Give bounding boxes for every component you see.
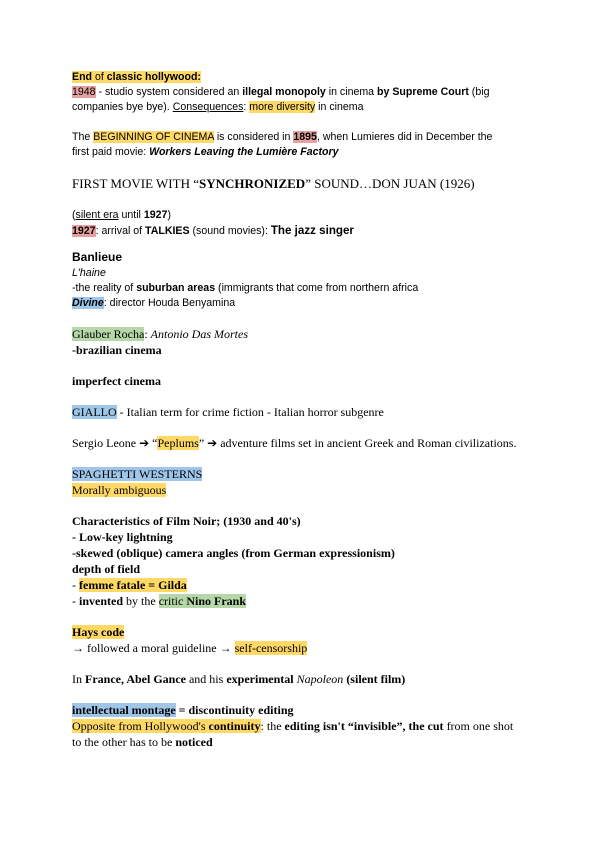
text: by the bbox=[123, 594, 159, 608]
text: invented bbox=[79, 594, 124, 608]
text: the bbox=[266, 719, 285, 733]
line: Characteristics of Film Noir; (1930 and 40's) bbox=[72, 514, 301, 528]
section-end-classic-hollywood bbox=[72, 70, 532, 115]
section-giallo bbox=[72, 404, 532, 420]
text: : bbox=[260, 719, 267, 733]
text: ) bbox=[167, 209, 171, 221]
text: from one shot bbox=[443, 719, 514, 733]
spacer bbox=[72, 656, 532, 671]
highlight: femme fatale = Gilda bbox=[79, 578, 187, 592]
section-hays-code bbox=[72, 624, 532, 656]
spacer bbox=[72, 358, 532, 373]
line bbox=[72, 281, 532, 296]
text: in cinema bbox=[315, 101, 364, 113]
section-abel-gance bbox=[72, 671, 532, 687]
line bbox=[72, 734, 532, 750]
text: by Supreme Court bbox=[377, 86, 469, 98]
section-spaghetti-westerns bbox=[72, 466, 532, 498]
year-highlight: 1927 bbox=[72, 225, 96, 237]
spacer bbox=[72, 451, 532, 466]
text: (silent film) bbox=[343, 672, 406, 686]
highlight: Divine bbox=[72, 297, 104, 309]
line bbox=[72, 130, 532, 145]
text: first paid movie: bbox=[72, 146, 150, 158]
highlight: GIALLO bbox=[72, 405, 117, 419]
line bbox=[72, 577, 532, 593]
text: Antonio Das Mortes bbox=[150, 327, 248, 341]
text: FIRST MOVIE WITH “ bbox=[72, 176, 199, 191]
highlight: critic bbox=[158, 594, 184, 608]
line: -brazilian cinema bbox=[72, 343, 162, 357]
line bbox=[72, 482, 532, 498]
text: in cinema bbox=[325, 86, 378, 98]
highlight: Glauber Rocha bbox=[72, 327, 145, 341]
section-beginning-of-cinema bbox=[72, 130, 532, 160]
text: experimental bbox=[226, 672, 294, 686]
highlight: self-censorship bbox=[234, 641, 308, 655]
text: classic hollywood: bbox=[106, 71, 201, 83]
text: - bbox=[72, 594, 79, 608]
line bbox=[72, 85, 532, 100]
text: ( bbox=[72, 209, 76, 221]
text: Workers Leaving the Lumière Factory bbox=[149, 146, 339, 158]
text: noticed bbox=[175, 735, 213, 749]
highlight: Nino Frank bbox=[186, 594, 247, 608]
line bbox=[72, 640, 532, 656]
text: 1927 bbox=[143, 209, 168, 221]
text: : bbox=[144, 327, 151, 341]
line: -skewed (oblique) camera angles (from German expressionism) bbox=[72, 546, 395, 560]
text: , when Lumieres did in December the bbox=[316, 131, 493, 143]
spacer bbox=[72, 193, 532, 208]
text: (sound movies): bbox=[189, 225, 271, 237]
highlight: Hays code bbox=[72, 625, 125, 639]
text: illegal monopoly bbox=[242, 86, 326, 98]
text: : arrival of bbox=[95, 225, 146, 237]
text: → followed a moral guideline → bbox=[72, 641, 235, 655]
text: - bbox=[72, 578, 79, 592]
text: Sergio Leone ➔ “ bbox=[72, 436, 158, 450]
line bbox=[72, 435, 532, 451]
highlight: BEGINNING OF CINEMA bbox=[93, 131, 214, 143]
text: : director Houda Benyamina bbox=[103, 297, 236, 309]
text: -the reality of bbox=[72, 282, 137, 294]
line bbox=[72, 145, 532, 160]
line bbox=[72, 718, 532, 734]
spacer bbox=[72, 687, 532, 702]
text: companies bye bye). bbox=[72, 101, 173, 113]
section-first-sync-sound bbox=[72, 175, 532, 193]
line bbox=[72, 223, 532, 239]
line bbox=[72, 404, 532, 420]
text: Consequences bbox=[172, 101, 244, 113]
text: and his bbox=[185, 672, 227, 686]
text: France, Abel Gance bbox=[85, 672, 186, 686]
highlight: SPAGHETTI WESTERNS bbox=[72, 467, 203, 481]
text: Napoleon bbox=[296, 672, 344, 686]
section-banlieue bbox=[72, 249, 532, 311]
line: L'haine bbox=[72, 267, 106, 279]
text: (immigrants that come from northern africa bbox=[215, 282, 419, 294]
section-glauber-rocha bbox=[72, 326, 532, 358]
text: is considered in bbox=[213, 131, 294, 143]
text: suburban areas bbox=[136, 282, 216, 294]
line bbox=[72, 702, 532, 718]
section-talkies bbox=[72, 208, 532, 239]
line bbox=[72, 326, 532, 342]
highlight: Opposite from Hollywood's bbox=[72, 719, 209, 733]
text: ” SOUND…DON JUAN (1926) bbox=[305, 176, 475, 191]
line bbox=[72, 466, 532, 482]
text: until bbox=[118, 209, 144, 221]
spacer bbox=[72, 498, 532, 513]
section-title: Banlieue bbox=[72, 250, 123, 264]
text: In bbox=[72, 672, 85, 686]
text: - studio system considered an bbox=[95, 86, 243, 98]
highlight: continuity bbox=[208, 719, 261, 733]
spacer bbox=[72, 160, 532, 175]
highlight: more diversity bbox=[249, 101, 316, 113]
section-sergio-leone bbox=[72, 435, 532, 451]
line bbox=[72, 208, 532, 223]
text: - Italian term for crime fiction - Italian horror subgenre bbox=[116, 405, 384, 419]
text: The jazz singer bbox=[270, 224, 354, 237]
section-intellectual-montage bbox=[72, 702, 532, 750]
section-title bbox=[72, 70, 532, 85]
line bbox=[72, 175, 532, 193]
text: silent era bbox=[75, 209, 119, 221]
spacer bbox=[72, 389, 532, 404]
text: The bbox=[72, 131, 94, 143]
highlight: Morally ambiguous bbox=[72, 483, 167, 497]
text: of bbox=[92, 71, 107, 83]
line: depth of field bbox=[72, 562, 141, 576]
line bbox=[72, 593, 532, 609]
year-highlight: 1948 bbox=[72, 86, 96, 98]
line bbox=[72, 671, 532, 687]
text: TALKIES bbox=[145, 225, 190, 237]
text: SYNCHRONIZED bbox=[199, 176, 306, 191]
highlight: End bbox=[72, 71, 93, 83]
section-film-noir bbox=[72, 513, 532, 609]
document-page bbox=[72, 70, 532, 750]
spacer bbox=[72, 115, 532, 130]
spacer bbox=[72, 239, 532, 249]
year-highlight: 1895 bbox=[293, 131, 317, 143]
text: (big bbox=[468, 86, 490, 98]
section-imperfect-cinema bbox=[72, 373, 532, 389]
text: to the other has to be bbox=[72, 735, 176, 749]
line bbox=[72, 624, 532, 640]
spacer bbox=[72, 420, 532, 435]
spacer bbox=[72, 609, 532, 624]
spacer bbox=[72, 311, 532, 326]
line: imperfect cinema bbox=[72, 374, 161, 388]
text: ” ➔ adventure films set in ancient Greek and Roman civilizations. bbox=[198, 436, 517, 450]
highlight: Peplums bbox=[157, 436, 199, 450]
line: - Low-key lightning bbox=[72, 530, 173, 544]
text: : bbox=[243, 101, 250, 113]
line bbox=[72, 100, 532, 115]
highlight: intellectual montage bbox=[72, 703, 176, 717]
text: = discontinuity editing bbox=[175, 703, 294, 717]
line bbox=[72, 296, 532, 311]
text: editing isn't “invisible”, the cut bbox=[284, 719, 444, 733]
